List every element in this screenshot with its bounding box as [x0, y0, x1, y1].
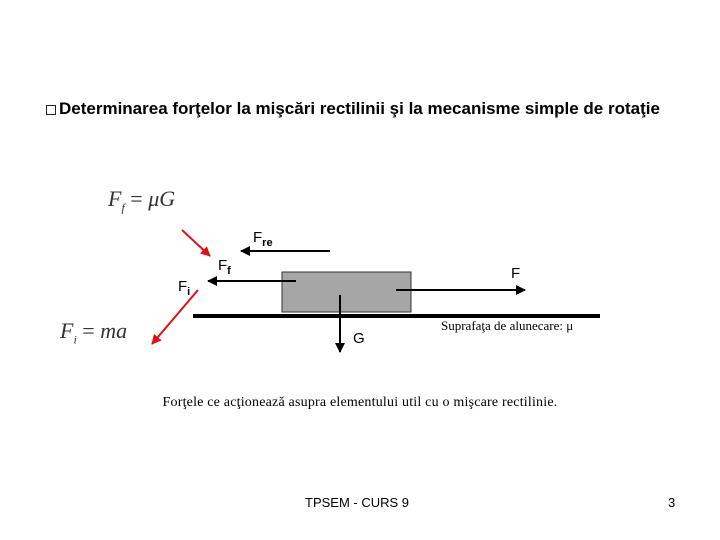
figure-caption: Forţele ce acţionează asupra elementului util cu o mişcare rectilinie.	[162, 395, 558, 410]
inertia-force-arrow-lower	[152, 290, 198, 344]
page-number: 3	[668, 495, 676, 510]
inertia-force-label	[178, 278, 190, 298]
footer-course: TPSEM - CURS 9	[305, 495, 410, 510]
applied-force-label	[511, 265, 520, 282]
inertia-force-symbol: F	[178, 278, 188, 295]
friction-formula-lhs-sub: f	[121, 200, 125, 215]
sliding-block	[282, 272, 411, 312]
resistance-force-label	[253, 229, 273, 249]
inertia-formula-lhs-sub: i	[73, 332, 77, 347]
inertia-force-sub: i	[187, 286, 191, 298]
resistance-force-sub: re	[262, 237, 273, 249]
surface-label: Suprafaţa de alunecare: μ	[441, 318, 574, 333]
inertia-formula-rhs: ma	[100, 318, 128, 343]
friction-formula-lhs: F	[108, 186, 122, 211]
gravity-force-label	[353, 330, 365, 347]
inertia-formula-eq: =	[82, 318, 95, 343]
friction-formula-eq: =	[130, 186, 143, 211]
friction-formula-rhs: μG	[148, 186, 176, 211]
slide-title-text: Determinarea forţelor la mişcări rectilinii şi la mecanisme simple de rotaţie	[59, 99, 660, 118]
inertia-force-arrow-upper	[182, 230, 210, 256]
applied-force-symbol: F	[511, 265, 521, 282]
friction-force-sub: f	[227, 265, 231, 277]
inertia-formula-lhs: F	[60, 318, 74, 343]
resistance-force-symbol: F	[253, 229, 263, 246]
friction-force-label	[218, 257, 231, 277]
gravity-force-symbol: G	[353, 330, 365, 347]
friction-force-symbol: F	[218, 257, 228, 274]
